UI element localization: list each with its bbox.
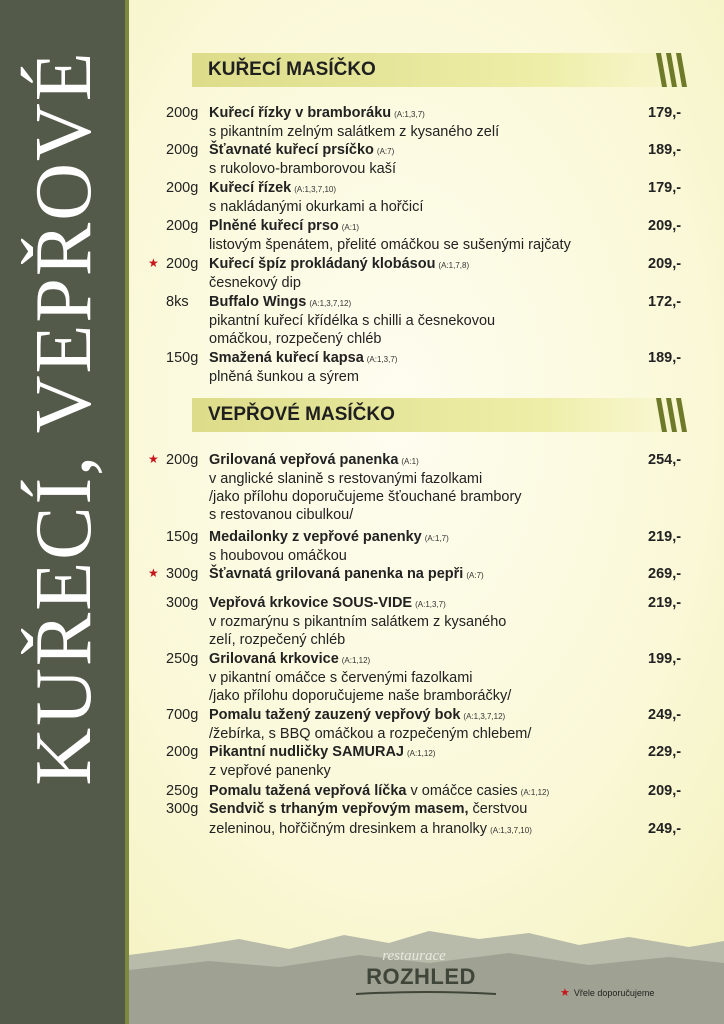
item-name: Grilovaná vepřová panenka (A:1) [209, 452, 419, 468]
menu-item [0, 782, 724, 800]
item-quantity: 200g [166, 105, 199, 121]
item-price: 219,- [648, 595, 682, 611]
item-quantity: 200g [166, 452, 199, 468]
item-quantity: 200g [166, 744, 199, 760]
section-header-chicken [192, 53, 696, 87]
menu-item [0, 349, 724, 367]
logo-title: ROZHLED [366, 964, 476, 989]
menu-item [0, 179, 724, 197]
item-allergens: (A:7) [466, 571, 484, 580]
star-icon: ★ [560, 987, 570, 999]
star-icon: ★ [148, 256, 159, 270]
item-name: Grilovaná krkovice (A:1,12) [209, 651, 371, 667]
legend-text: Vřele doporučujeme [573, 988, 655, 998]
legend [560, 986, 654, 999]
item-price: 269,- [648, 566, 682, 582]
item-price: 219,- [648, 529, 682, 545]
item-description: s houbovou omáčkou [209, 548, 347, 564]
item-description: s rukolovo-bramborovou kaší [209, 161, 396, 177]
item-quantity: 250g [166, 783, 199, 799]
item-description: v rozmarýnu s pikantním salátkem z kysaného [209, 614, 507, 630]
item-description: listovým špenátem, přelité omáčkou se sušenými rajčaty [209, 237, 571, 253]
item-description: v pikantní omáčce s červenými fazolkami [209, 670, 473, 686]
menu-item [0, 293, 724, 311]
item-name: Šťavnatá grilovaná panenka na pepři (A:7) [209, 566, 484, 582]
item-name: Kuřecí řízek (A:1,3,7,10) [209, 180, 337, 196]
item-description: /jako přílohu doporučujeme naše bramboráčky/ [209, 688, 512, 704]
item-quantity: 200g [166, 256, 199, 272]
item-price: 254,- [648, 452, 682, 468]
item-description: omáčkou, rozpečený chléb [209, 331, 382, 347]
item-price: 179,- [648, 180, 682, 196]
item-allergens: (A:1,12) [341, 656, 371, 665]
item-description: /jako přílohu doporučujeme šťouchané brambory [209, 489, 522, 505]
item-description: zelí, rozpečený chléb [209, 632, 346, 648]
menu-item [0, 706, 724, 724]
section-header-pork [192, 398, 696, 432]
item-description: /žebírka, s BBQ omáčkou a rozpečeným chlebem/ [209, 726, 532, 742]
item-description: s pikantním zelným salátkem z kysaného zelí [209, 124, 500, 140]
item-quantity: 300g [166, 595, 199, 611]
item-price: 179,- [648, 105, 682, 121]
menu-item [0, 451, 724, 469]
item-description: česnekový dip [209, 275, 301, 291]
item-price: 172,- [648, 294, 682, 310]
item-name: Vepřová krkovice SOUS-VIDE (A:1,3,7) [209, 595, 446, 611]
menu-item-continuation [0, 820, 724, 838]
item-allergens: (A:1,3,7) [415, 600, 446, 609]
item-description: plněná šunkou a sýrem [209, 369, 359, 385]
item-name: Pikantní nudličky SAMURAJ (A:1,12) [209, 744, 436, 760]
item-name: Plněné kuřecí prso (A:1) [209, 218, 360, 234]
item-price: 249,- [648, 707, 682, 723]
item-quantity: 200g [166, 180, 199, 196]
item-name: Kuřecí řízky v bramboráku (A:1,3,7) [209, 105, 425, 121]
item-description: s restovanou cibulkou/ [209, 507, 354, 523]
menu-item [0, 528, 724, 546]
item-quantity: 700g [166, 707, 199, 723]
item-continuation-text: zeleninou, hořčičným dresinkem a hranolky (A:1,3,7,10) [209, 821, 532, 837]
item-name: Pomalu tažená vepřová líčka v omáčce casies (A:1,12) [209, 783, 550, 799]
item-price: 229,- [648, 744, 682, 760]
item-allergens: (A:1,3,7,12) [463, 712, 506, 721]
item-quantity: 200g [166, 142, 199, 158]
item-description: s nakládanými okurkami a hořčicí [209, 199, 424, 215]
item-name: Medailonky z vepřové panenky (A:1,7) [209, 529, 449, 545]
item-name: Sendvič s trhaným vepřovým masem, čerstvou [209, 801, 528, 817]
item-description: pikantní kuřecí křídélka s chilli a česnekovou [209, 313, 496, 329]
item-quantity: 200g [166, 218, 199, 234]
item-description: v anglické slanině s restovanými fazolkami [209, 471, 483, 487]
menu-item [0, 141, 724, 159]
star-icon: ★ [148, 566, 159, 580]
item-allergens: (A:1,3,7) [394, 110, 425, 119]
section-title: VEPŘOVÉ MASÍČKO [208, 404, 395, 425]
item-description: z vepřové panenky [209, 763, 331, 779]
star-icon: ★ [148, 452, 159, 466]
item-allergens: (A:1) [401, 457, 419, 466]
item-price: 199,- [648, 651, 682, 667]
item-price: 209,- [648, 783, 682, 799]
item-allergens: (A:1,7) [424, 534, 449, 543]
item-allergens: (A:1,3,7,10) [294, 185, 337, 194]
item-name: Kuřecí špíz prokládaný klobásou (A:1,7,8) [209, 256, 470, 272]
item-allergens: (A:1,12) [520, 788, 550, 797]
section-title: KUŘECÍ MASÍČKO [208, 59, 376, 80]
menu-item [0, 565, 724, 583]
item-name: Pomalu tažený zauzený vepřový bok (A:1,3,7,12) [209, 707, 506, 723]
item-allergens: (A:1,3,7,12) [309, 299, 352, 308]
menu-item [0, 594, 724, 612]
item-price: 189,- [648, 350, 682, 366]
item-quantity: 8ks [166, 294, 189, 310]
item-allergens: (A:1,3,7) [366, 355, 398, 364]
stripes-decoration-icon [650, 398, 690, 432]
item-quantity: 150g [166, 350, 199, 366]
menu-item [0, 743, 724, 761]
menu-item [0, 104, 724, 122]
menu-item [0, 800, 724, 818]
item-allergens: (A:1,12) [406, 749, 436, 758]
logo-subtitle: restaurace [382, 948, 446, 964]
item-quantity: 300g [166, 566, 199, 582]
item-price: 209,- [648, 256, 682, 272]
item-quantity: 300g [166, 801, 199, 817]
stripes-decoration-icon [650, 53, 690, 87]
menu-item [0, 217, 724, 235]
item-allergens: (A:7) [376, 147, 395, 156]
sidebar-title: KUŘECÍ, VEPŘOVÉ [20, 50, 108, 786]
item-name: Šťavnaté kuřecí prsíčko (A:7) [209, 142, 395, 158]
logo-underline-icon [356, 990, 496, 996]
item-price: 249,- [648, 821, 682, 837]
item-name: Smažená kuřecí kapsa (A:1,3,7) [209, 350, 398, 366]
item-allergens: (A:1,7,8) [438, 261, 470, 270]
item-price: 209,- [648, 218, 682, 234]
item-price: 189,- [648, 142, 682, 158]
item-allergens: (A:1) [341, 223, 360, 232]
menu-item [0, 255, 724, 273]
item-quantity: 150g [166, 529, 199, 545]
menu-item [0, 650, 724, 668]
item-quantity: 250g [166, 651, 199, 667]
item-name: Buffalo Wings (A:1,3,7,12) [209, 294, 352, 310]
